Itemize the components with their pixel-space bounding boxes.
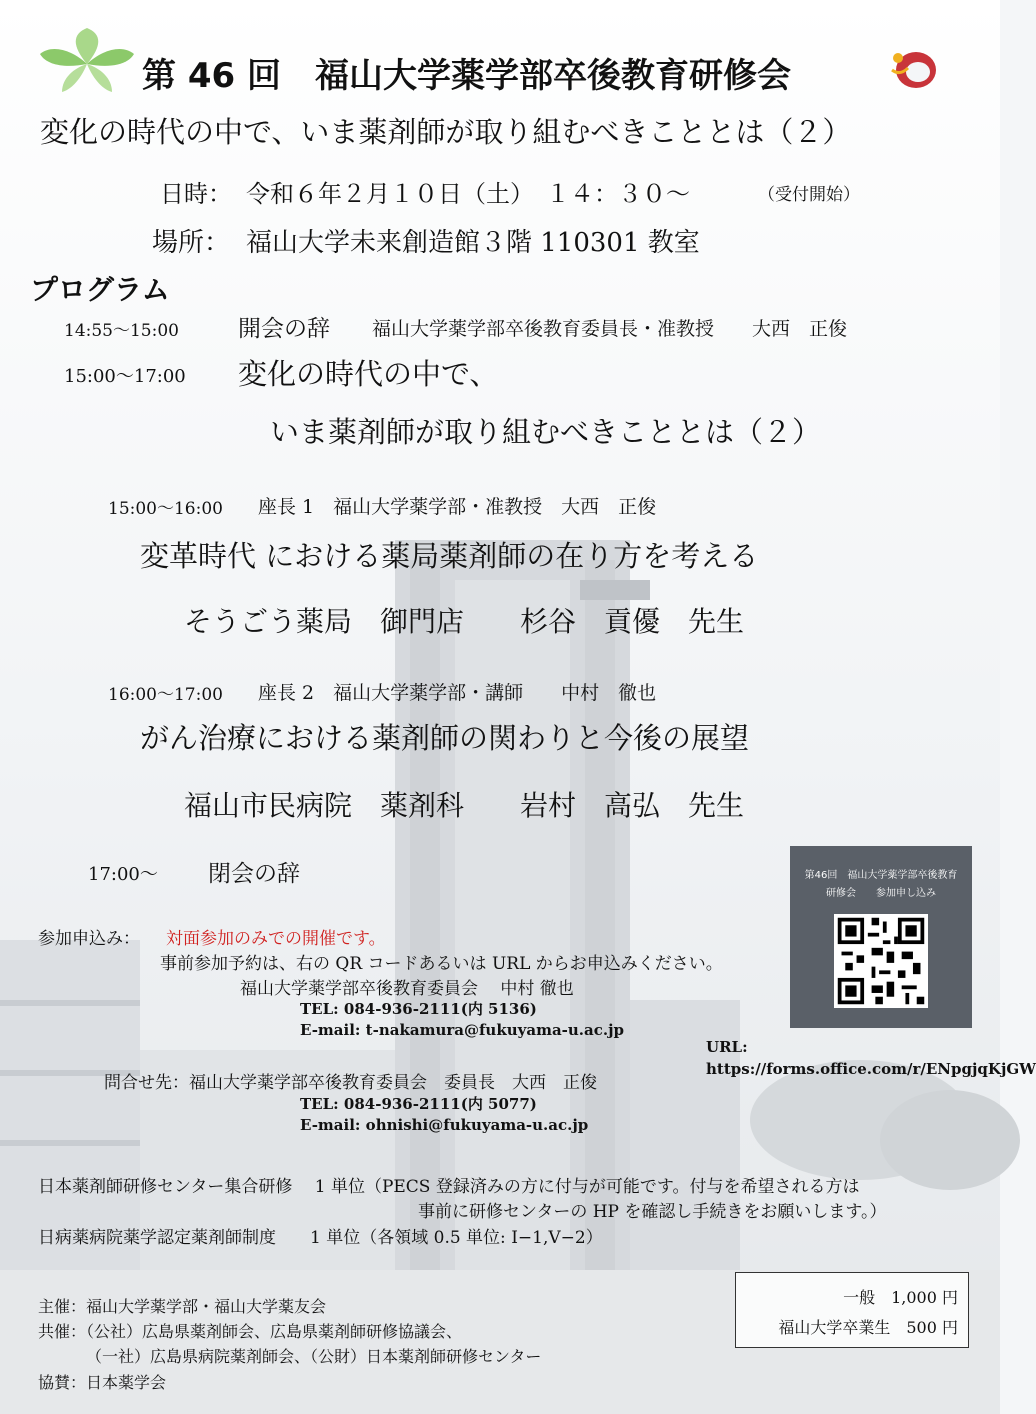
closing-time: 17:00〜 bbox=[88, 864, 158, 885]
cohost-line1: 共催：（公社）広島県薬剤師会、広島県薬剤師研修協議会、 bbox=[38, 1322, 463, 1341]
credit-line2: 事前に研修センターの HP を確認し手続きをお願いします。） bbox=[418, 1202, 887, 1222]
application-contact: 福山大学薬学部卒後教育委員会 中村 徹也 bbox=[240, 979, 574, 999]
session2-time: 16:00〜17:00 bbox=[108, 685, 223, 705]
page-subtitle: 変化の時代の中で、いま薬剤師が取り組むべきこととは（２） bbox=[40, 115, 852, 149]
page-title: 第 46 回 福山大学薬学部卒後教育研修会 bbox=[142, 56, 791, 96]
closing-title: 閉会の辞 bbox=[208, 861, 300, 887]
reception-note: （受付開始） bbox=[758, 185, 860, 205]
fee-box bbox=[735, 1272, 969, 1348]
main-time: 15:00〜17:00 bbox=[64, 366, 186, 387]
place-label: 場所： bbox=[152, 228, 231, 258]
fee-general: 一般 1,000 円 bbox=[843, 1288, 958, 1307]
opening-title: 開会の辞 bbox=[238, 316, 330, 342]
opening-time: 14:55〜15:00 bbox=[64, 321, 179, 341]
program-heading: プログラム bbox=[30, 273, 170, 306]
session1-time: 15:00〜16:00 bbox=[108, 499, 223, 519]
session1-title: 変革時代 における薬局薬剤師の在り方を考える bbox=[140, 539, 759, 573]
session2-chair: 座長 2 福山大学薬学部・講師 中村 徹也 bbox=[258, 682, 657, 704]
application-instruction: 事前参加予約は、右の QR コードあるいは URL からお申込みください。 bbox=[160, 954, 723, 974]
sponsor: 協賛：日本薬学会 bbox=[38, 1373, 167, 1392]
inquiry-email: E-mail: ohnishi@fukuyama-u.ac.jp bbox=[300, 1116, 589, 1134]
qr-caption-line1: 第46回 福山大学薬学部卒後教育 bbox=[804, 870, 958, 881]
leaf-logo bbox=[32, 26, 142, 96]
session2-speaker: 福山市民病院 薬剤科 岩村 高弘 先生 bbox=[184, 789, 745, 822]
session1-chair: 座長 1 福山大学薬学部・准教授 大西 正俊 bbox=[258, 496, 657, 518]
application-email: E-mail: t-nakamura@fukuyama-u.ac.jp bbox=[300, 1021, 625, 1039]
place-value: 福山大学未来創造館３階 110301 教室 bbox=[246, 228, 700, 258]
opening-person: 福山大学薬学部卒後教育委員長・准教授 大西 正俊 bbox=[372, 318, 848, 340]
inquiry-label: 問合せ先：福山大学薬学部卒後教育委員会 委員長 大西 正俊 bbox=[104, 1073, 597, 1093]
credit-line1: 日本薬剤師研修センター集合研修 1 単位（PECS 登録済みの方に付与が可能です。付与を希望される方は bbox=[38, 1177, 860, 1197]
main-title-line2: いま薬剤師が取り組むべきこととは（２） bbox=[270, 415, 822, 449]
host: 主催：福山大学薬学部・福山大学薬友会 bbox=[38, 1297, 327, 1316]
society-logo bbox=[890, 48, 942, 92]
datetime-value: 令和６年２月１０日（土） １４：３０〜 bbox=[246, 180, 690, 208]
application-notice: 対面参加のみでの開催です。 bbox=[166, 929, 386, 949]
application-label: 参加申込み： bbox=[38, 929, 140, 949]
fee-alumni: 福山大学卒業生 500 円 bbox=[778, 1318, 958, 1337]
credit-line3: 日病薬病院薬学認定薬剤師制度 1 単位（各領域 0.5 単位: I−1,V−2） bbox=[38, 1228, 603, 1248]
registration-url[interactable]: https://forms.office.com/r/ENpgjqKjGW bbox=[706, 1060, 1036, 1078]
inquiry-tel: TEL: 084-936-2111(内 5077) bbox=[300, 1095, 537, 1113]
session2-title: がん治療における薬剤師の関わりと今後の展望 bbox=[140, 721, 750, 755]
application-tel: TEL: 084-936-2111(内 5136) bbox=[300, 1000, 537, 1018]
session1-speaker: そうごう薬局 御門店 杉谷 貢優 先生 bbox=[184, 605, 745, 638]
main-title-line1: 変化の時代の中で、 bbox=[238, 357, 499, 391]
datetime-label: 日時： bbox=[160, 180, 232, 208]
qr-caption-line2: 研修会 参加申し込み bbox=[826, 888, 936, 899]
cohost-line2: （一社）広島県病院薬剤師会、（公財）日本薬剤師研修センター bbox=[86, 1347, 542, 1366]
qr-panel[interactable] bbox=[790, 846, 972, 1028]
qr-code[interactable] bbox=[834, 914, 928, 1008]
url-label: URL: bbox=[706, 1038, 748, 1056]
